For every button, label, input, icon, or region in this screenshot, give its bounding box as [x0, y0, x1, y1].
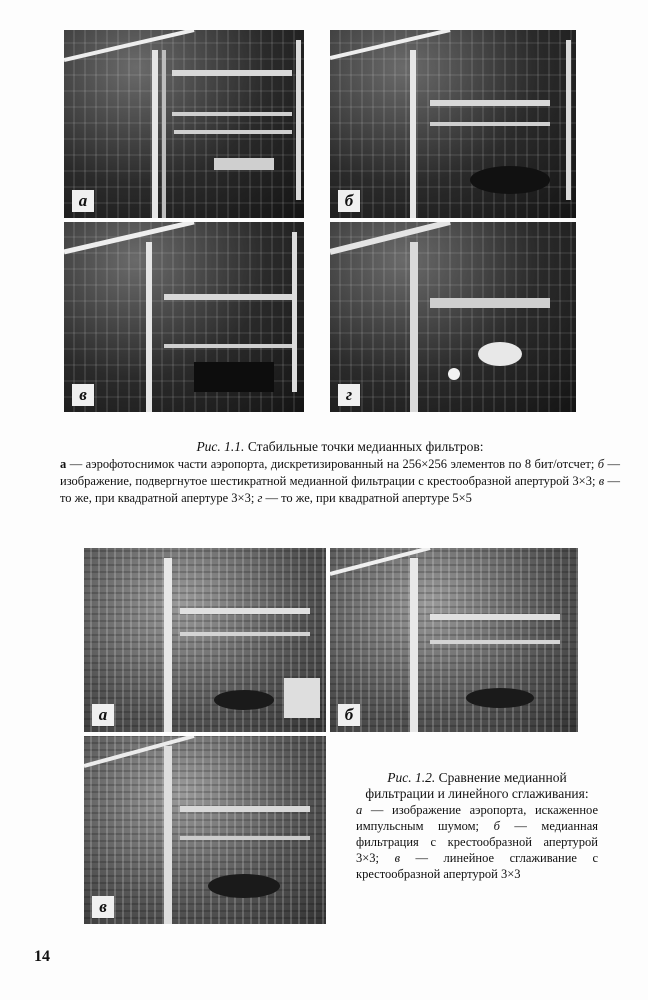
caption-item-letter: а	[356, 803, 363, 817]
figure-1-1-panel-g	[330, 222, 576, 412]
figure-1-2-panel-v	[84, 736, 326, 924]
caption-item-letter: в	[598, 474, 605, 488]
caption-item-text: — то же, при квадратной апертуре 3×3;	[60, 474, 620, 505]
figure-1-1-caption	[60, 438, 620, 507]
caption-item-text: — медианная фильтрация с крестообразной апертурой 3×3;	[356, 819, 598, 865]
aerial-photo-image	[330, 548, 578, 732]
caption-item-letter: б	[597, 457, 605, 471]
caption-item-text: — изображение аэропорта, искаженное импульсным шумом;	[356, 803, 599, 833]
panel-label: в	[92, 896, 114, 918]
panel-label: а	[72, 190, 94, 212]
panel-label: в	[72, 384, 94, 406]
caption-number: Рис. 1.1.	[196, 439, 245, 454]
caption-item-text: — линейное сглаживание с крестообразной апертурой 3×3	[356, 851, 599, 881]
figure-1-1-panel-v	[64, 222, 304, 412]
caption-item-text: — то же, при квадратной апертуре 5×5	[265, 491, 472, 505]
aerial-photo-image	[84, 548, 326, 732]
panel-label: б	[338, 704, 360, 726]
caption-item-text: — изображение, подвергнутое шестикратной медианной фильтрации с крестообразной апертурой 3×3;	[60, 457, 621, 488]
caption-item-letter: в	[394, 851, 400, 865]
figure-1-2-panel-b	[330, 548, 578, 732]
panel-label: г	[338, 384, 360, 406]
aerial-photo-image	[64, 222, 304, 412]
caption-number: Рис. 1.2.	[387, 770, 436, 785]
caption-item-letter: г	[257, 491, 263, 505]
figure-1-1-panel-a	[64, 30, 304, 218]
page-number: 14	[34, 948, 50, 965]
caption-heading: Стабильные точки медианных фильтров:	[247, 439, 484, 454]
aerial-photo-image	[330, 30, 576, 218]
aerial-photo-image	[64, 30, 304, 218]
figure-1-2-caption	[356, 770, 598, 882]
caption-heading: Сравнение медианной фильтрации и линейного сглаживания:	[365, 770, 589, 801]
figure-1-2-panel-a	[84, 548, 326, 732]
caption-item-letter: а	[60, 457, 67, 471]
figure-1-1-panel-b	[330, 30, 576, 218]
aerial-photo-image	[84, 736, 326, 924]
panel-label: б	[338, 190, 360, 212]
caption-item-text: — аэрофотоснимок части аэропорта, дискретизированный на 256×256 элементов по 8 бит/отсчет;	[69, 457, 595, 471]
aerial-photo-image	[330, 222, 576, 412]
caption-item-letter: б	[493, 819, 500, 833]
panel-label: а	[92, 704, 114, 726]
